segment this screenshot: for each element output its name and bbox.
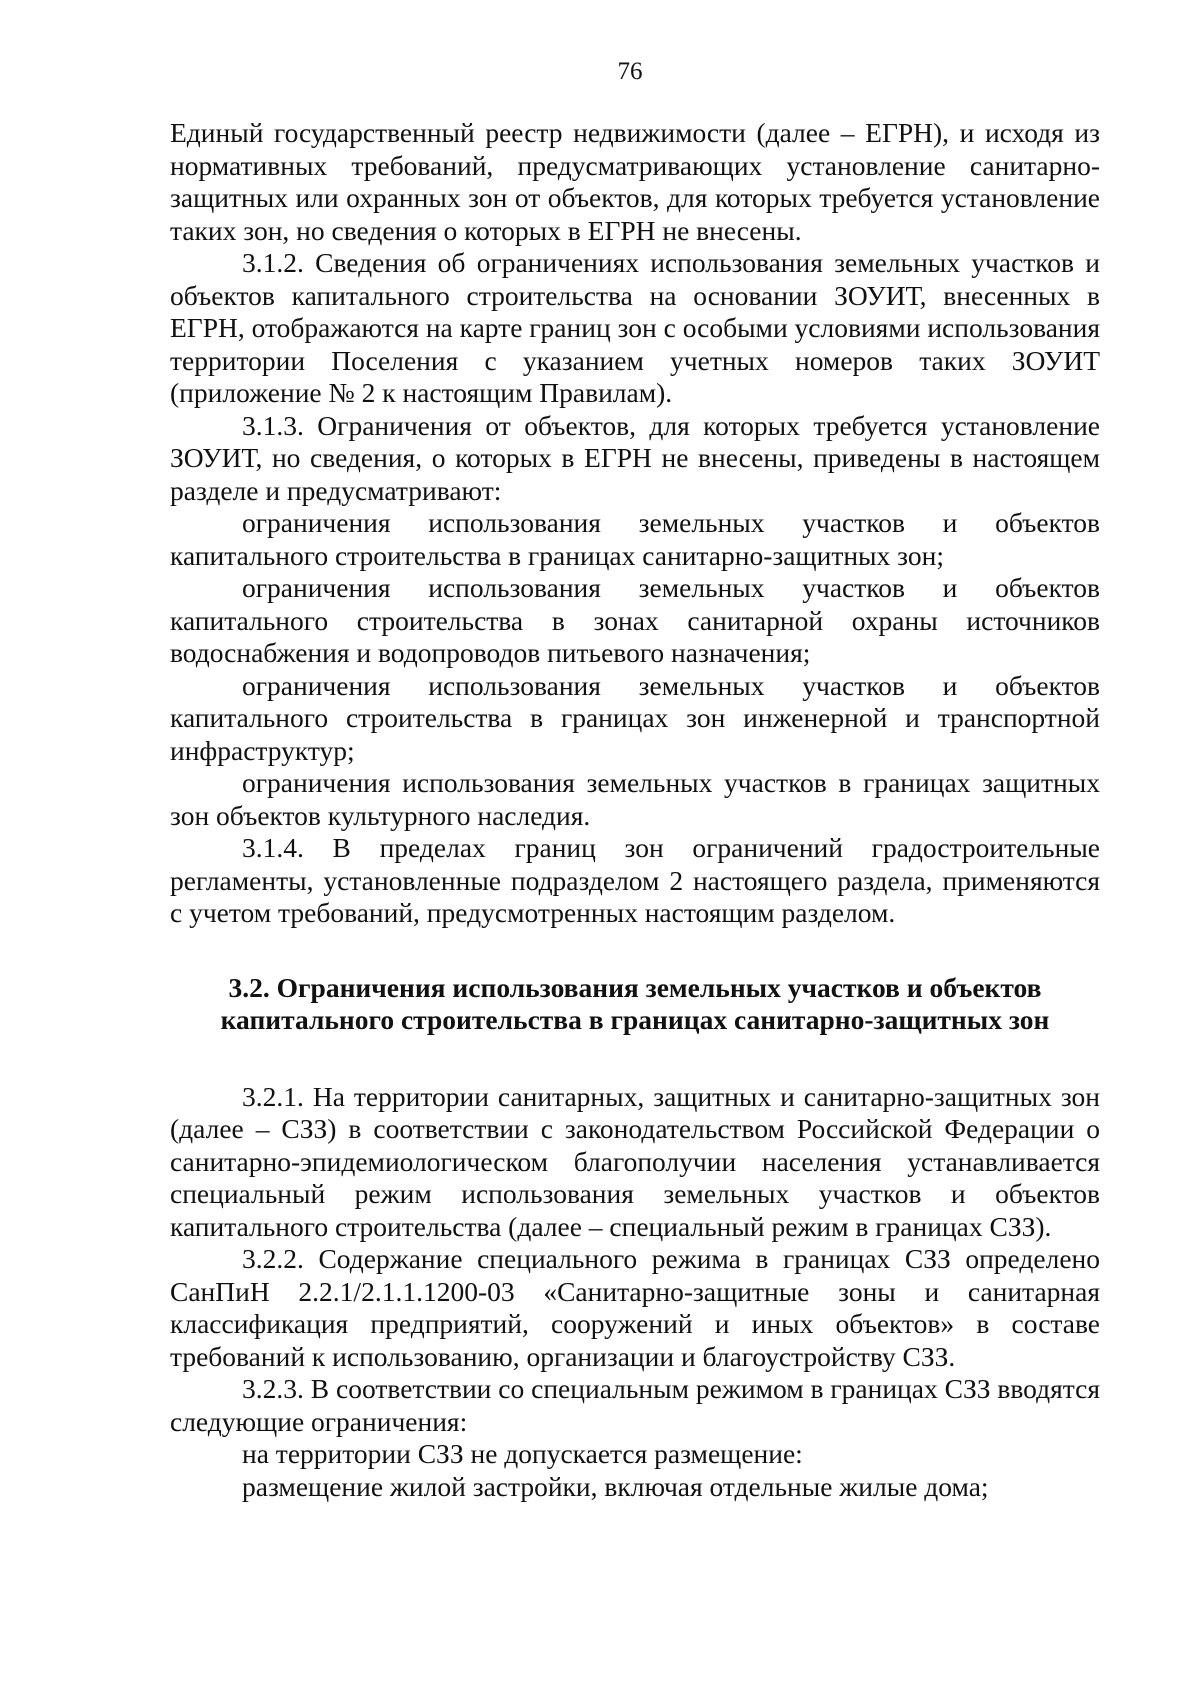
section-heading-line-1: 3.2. Ограничения использования земельных участков и объектов [228,971,1042,1003]
document-body [170,117,1100,1503]
paragraph-3-2-2: 3.2.2. Содержание специального режима в границах СЗЗ определено СанПиН 2.2.1/2.1.1.1200-03 «Санитарно-защитные зоны и санитарная классификация предприятий, сооружений и иных объектов» в составе требований к использованию, организации и благоустройству СЗЗ. [170,1243,1100,1372]
list-item-heritage-restrictions: ограничения использования земельных участков в границах защитных зон объектов культурного наследия. [170,767,1100,831]
list-item-prohibited-placement: на территории СЗЗ не допускается размещение: [242,1438,803,1469]
section-heading-3-2 [170,972,1100,1037]
page-number: 76 [617,58,643,85]
section-heading-line-2: капитального строительства в границах санитарно-защитных зон [220,1004,1050,1035]
paragraph-3-1-4: 3.1.4. В пределах границ зон ограничений градостроительные регламенты, установленные подразделом 2 настоящего раздела, применяются с учетом требований, предусмотренных настоящим разделом. [170,832,1100,928]
list-item-water-protection-restrictions: ограничения использования земельных участков и объектов капитального строительства в зонах санитарной охраны источников водоснабжения и водопроводов питьевого назначения; [170,572,1100,668]
list-item-residential-development: размещение жилой застройки, включая отдельные жилые дома; [242,1470,989,1502]
list-item-infrastructure-restrictions: ограничения использования земельных участков и объектов капитального строительства в границах зон инженерной и транспортной инфраструктур; [170,669,1100,766]
list-item-szz-restrictions: ограничения использования земельных участков и объектов капитального строительства в границах санитарно-защитных зон; [170,507,1100,571]
paragraph-3-2-1: 3.2.1. На территории санитарных, защитных и санитарно-защитных зон (далее – СЗЗ) в соответствии с законодательством Российской Федерации о санитарно-эпидемиологическом благополучии населения устанавливается специальный режим использования земельных участков и объектов капитального строительства (далее – специальный режим в границах СЗЗ). [170,1080,1100,1242]
paragraph-3-2-3: 3.2.3. В соответствии со специальным режимом в границах СЗЗ вводятся следующие ограничения: [170,1373,1100,1437]
paragraph-egrn-continuation: Единый государственный реестр недвижимости (далее – ЕГРН), и исходя из нормативных требований, предусматривающих установление санитарно-защитных или охранных зон от объектов, для которых требуется установление таких зон, но сведения о которых в ЕГРН не внесены. [170,117,1100,246]
paragraph-3-1-2: 3.1.2. Сведения об ограничениях использования земельных участков и объектов капитального строительства на основании ЗОУИТ, внесенных в ЕГРН, отображаются на карте границ зон с особыми условиями использования территории Поселения с указанием учетных номеров таких ЗОУИТ (приложение № 2 к настоящим Правилам). [170,247,1100,408]
paragraph-3-1-3: 3.1.3. Ограничения от объектов, для которых требуется установление ЗОУИТ, но сведения, о которых в ЕГРН не внесены, приведены в настоящем разделе и предусматривают: [170,409,1100,506]
